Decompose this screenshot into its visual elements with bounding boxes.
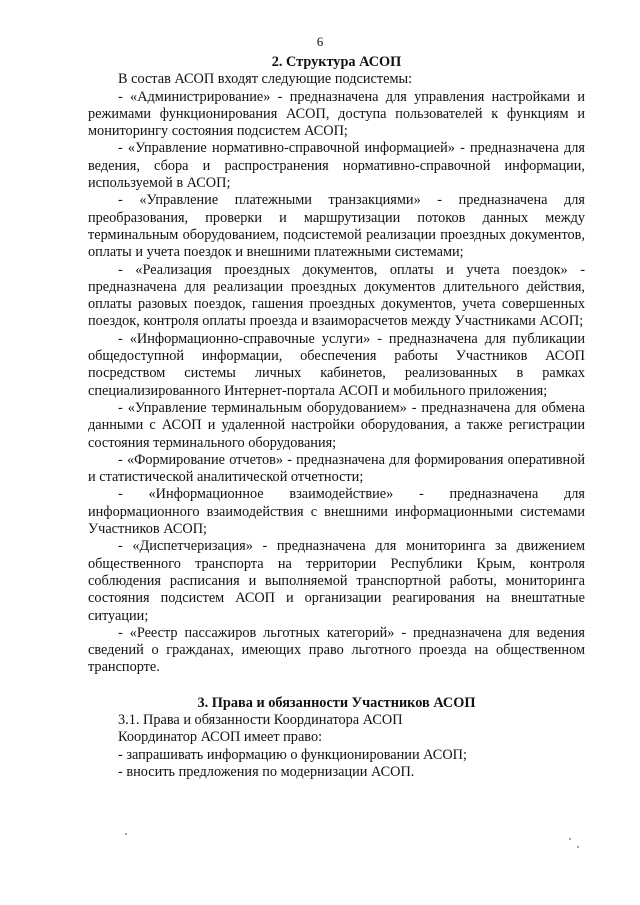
subsystem-item-ticket-sales: - «Реализация проездных документов, оплаты и учета поездок» - предназначена для реализации проездных документов длительного действия, оплаты разовых поездок, гашения проездных документов, учета совершенных поездок, контроля оплаты проезда и взаиморасчетов между Участниками АСОП; bbox=[88, 261, 585, 330]
subsystem-item-administration: - «Администрирование» - предназначена для управления настройками и режимами функционирования АСОП, доступа пользователей к функциям и мониторингу состояния подсистем АСОП; bbox=[88, 88, 585, 140]
scan-speck bbox=[577, 846, 579, 848]
subsection-3-1-title: 3.1. Права и обязанности Координатора АСОП bbox=[118, 711, 403, 728]
subsystem-item-dispatching: - «Диспетчеризация» - предназначена для мониторинга за движением общественного транспорта на территории Республики Крым, контроля соблюдения расписания и выполняемой транспортной работы, мониторинга состояния подсистем АСОП и организации реагирования на внештатные ситуации; bbox=[88, 538, 585, 624]
scan-speck bbox=[569, 838, 571, 840]
subsystem-item-benefit-registry: - «Реестр пассажиров льготных категорий» - предназначена для ведения сведений о гражданах, имеющих право льготного проезда на общественном транспорте. bbox=[88, 624, 585, 676]
subsystem-item-info-services: - «Информационно-справочные услуги» - предназначена для публикации общедоступной информации, обеспечения работы Участников АСОП посредством системы личных кабинетов, реализованных в рамках специализированного Интернет-портала АСОП и мобильного приложения; bbox=[88, 330, 585, 399]
subsystem-item-info-exchange: - «Информационное взаимодействие» - предназначена для информационного взаимодействия с внешними информационными системами Участников АСОП; bbox=[88, 486, 585, 538]
subsystem-item-terminal-management: - «Управление терминальным оборудованием» - предназначена для обмена данными с АСОП и удаленной настройки оборудования, а также регистрации состояния терминального оборудования; bbox=[88, 399, 585, 451]
page-content bbox=[88, 54, 585, 781]
coordinator-right-item: - запрашивать информацию о функционировании АСОП; bbox=[118, 746, 467, 763]
section-gap bbox=[88, 677, 585, 695]
subsystem-item-reporting: - «Формирование отчетов» - предназначена для формирования оперативной и статистической аналитической отчетности; bbox=[88, 451, 585, 486]
page-number: 6 bbox=[316, 34, 324, 49]
coordinator-right-item: - вносить предложения по модернизации АСОП. bbox=[118, 763, 415, 780]
coordinator-rights-lead: Координатор АСОП имеет право: bbox=[118, 729, 323, 746]
section-2-intro: В состав АСОП входят следующие подсистемы: bbox=[118, 71, 413, 88]
subsystem-item-payment-transactions: - «Управление платежными транзакциями» - предназначена для преобразования, проверки и маршрутизации потоков данных между терминальным оборудованием, подсистемой реализации проездных документов, оплаты и учета поездок и внешними платежными системами; bbox=[88, 192, 585, 261]
section-2-title: 2. Структура АСОП bbox=[271, 54, 402, 70]
subsystem-item-reference-data: - «Управление нормативно-справочной информацией» - предназначена для ведения, сбора и распространения нормативно-справочной информации, используемой в АСОП; bbox=[88, 140, 585, 192]
scan-speck bbox=[125, 833, 127, 835]
section-3-title: 3. Права и обязанности Участников АСОП bbox=[197, 694, 476, 711]
